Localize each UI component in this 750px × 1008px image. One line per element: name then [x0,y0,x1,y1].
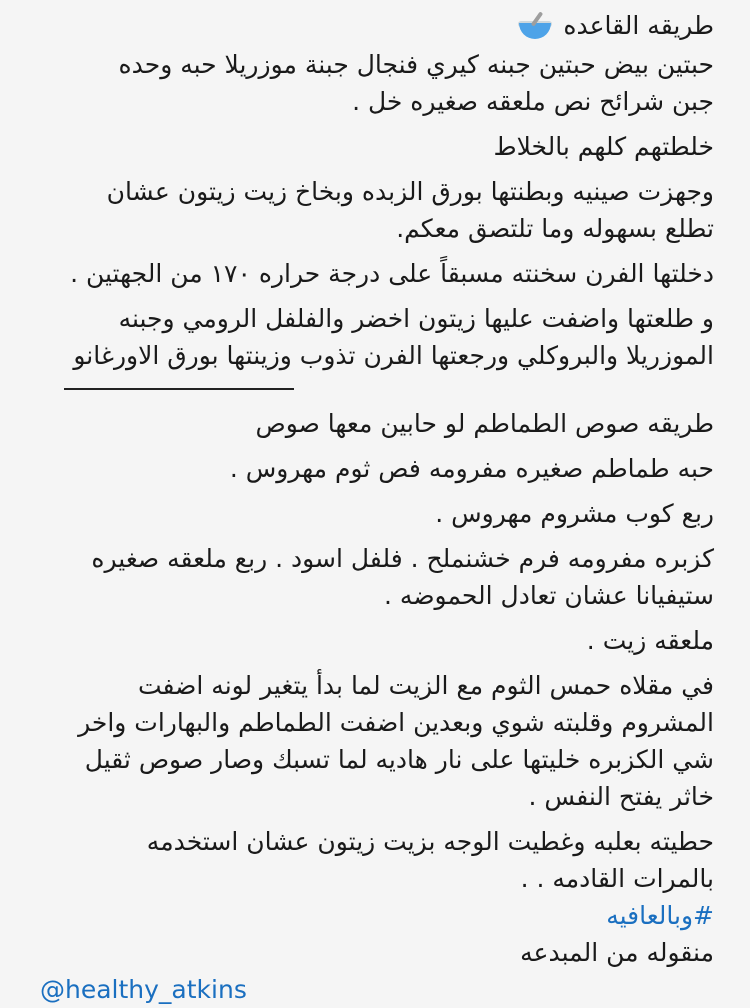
recipe-line: حبتين بيض حبتين جبنه كيري فنجال جبنة موزريلا حبه وحده [118,50,714,79]
sauce-line: خاثر يفتح النفس . [528,782,714,811]
recipe-line: جبن شرائح نص ملعقه صغيره خل . [352,87,714,116]
section-divider [30,388,714,389]
recipe-line: دخلتها الفرن سخنته مسبقاً على درجة حراره ١٧٠ من الجهتين . [70,259,714,288]
sauce-line: حبه طماطم صغيره مفرومه فص ثوم مهروس . [229,454,714,483]
sauce-line: ستيفيانا عشان تعادل الحموضه . [384,581,714,610]
sauce-line: ملعقه زيت . [586,626,714,655]
sauce-line: في مقلاه حمس الثوم مع الزيت لما بدأ يتغير لونه اضفت [137,671,714,700]
hashtag-link[interactable]: #وبالعافيه [606,901,714,930]
mention-link[interactable]: @healthy_atkins [40,975,247,1004]
credit-text: منقوله من المبدعه [520,938,714,967]
recipe-title: طريقه القاعده [563,11,714,40]
title-row [30,6,714,46]
sauce-title: طريقه صوص الطماطم لو حابين معها صوص [255,409,714,438]
sauce-line: ربع كوب مشروم مهروس . [435,499,714,528]
recipe-line: و طلعتها واضفت عليها زيتون اخضر والفلفل الرومي وجبنه [118,304,714,333]
recipe-line: الموزريلا والبروكلي ورجعتها الفرن تذوب وزينتها بورق الاورغانو [73,341,714,370]
sauce-line: بالمرات القادمه . . [520,864,714,893]
sauce-line: حطيته بعلبه وغطيت الوجه بزيت زيتون عشان استخدمه [146,827,714,856]
sauce-line: المشروم وقلبته شوي وبعدين اضفت الطماطم والبهارات واخر [78,708,714,737]
sauce-line: كزبره مفرومه فرم خشنملح . فلفل اسود . ربع ملعقه صغيره [91,544,714,573]
recipe-line: وجهزت صينيه وبطنتها بورق الزبده وبخاخ زيت زيتون عشان [106,177,714,206]
recipe-line: خلطتهم كلهم بالخلاط [493,132,714,161]
recipe-line: تطلع بسهوله وما تلتصق معكم. [396,214,714,243]
sauce-line: شي الكزبره خليتها على نار هاديه لما تسبك وصار صوص ثقيل [84,745,714,774]
bowl-with-spoon-icon [517,11,553,41]
